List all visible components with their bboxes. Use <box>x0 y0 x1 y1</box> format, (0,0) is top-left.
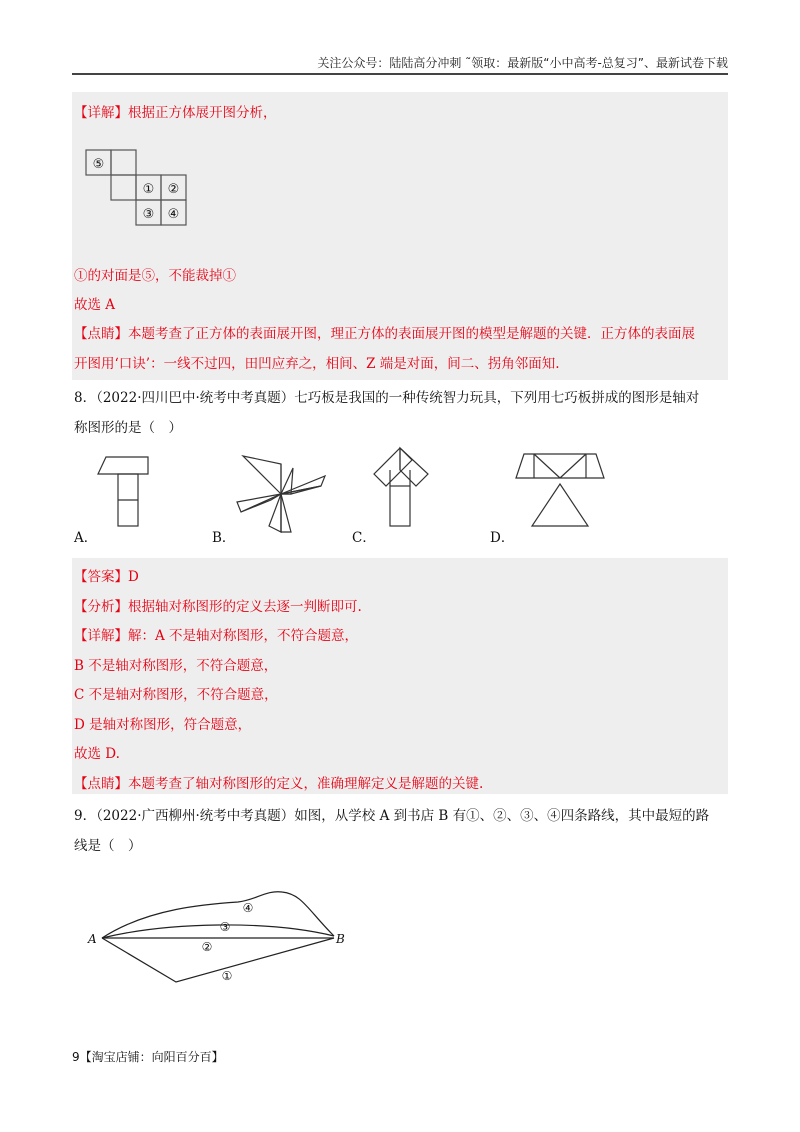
route-3-path <box>102 925 334 938</box>
routes-figure <box>88 880 358 990</box>
q7-line1: ①的对面是⑤，不能裁掉① <box>74 268 236 284</box>
detail-label: 【详解】 <box>74 105 128 121</box>
detail-text: 解：A 不是轴对称图形，不符合题意， <box>128 628 359 644</box>
comment-label: 【点睛】 <box>74 326 128 342</box>
option-a-figure <box>98 456 158 530</box>
answer-label: 【答案】 <box>74 569 128 585</box>
q7-comment-line2: 开图用‘口诀’：一线不过四，田凹应弃之，相间、Z 端是对面，间二、拐角邻面知. <box>74 356 560 372</box>
option-d-figure <box>514 452 606 532</box>
route-1-label: ① <box>221 969 233 983</box>
q8-detail-line4: D 是轴对称图形，符合题意， <box>74 717 252 733</box>
option-c-figure <box>372 446 432 530</box>
q8-comment-line <box>74 772 483 792</box>
comment-text: 本题考查了轴对称图形的定义，准确理解定义是解题的关键. <box>128 776 484 792</box>
detail-text: 根据正方体展开图分析， <box>128 105 277 121</box>
tangram-piece <box>516 454 604 478</box>
page-footer: 9【淘宝店铺：向阳百分百】 <box>72 1050 224 1064</box>
tangram-edge <box>534 454 560 478</box>
tangram-piece <box>532 484 588 526</box>
route-3-label: ③ <box>219 920 231 934</box>
q7-comment-line1 <box>74 322 695 342</box>
point-a-label: A <box>88 932 97 946</box>
point-b-label: B <box>336 932 345 946</box>
q9-stem-line2: 线是（ ） <box>74 838 142 854</box>
q8-detail-line <box>74 624 358 644</box>
q8-solution-block <box>72 558 728 794</box>
tangram-edge <box>560 454 586 478</box>
cube-net-figure <box>86 150 196 235</box>
net-cell <box>111 175 136 200</box>
net-label-2: ② <box>167 182 180 197</box>
q7-detail-line <box>74 101 277 121</box>
option-d-label: D． <box>490 530 515 546</box>
detail-label: 【详解】 <box>74 628 128 644</box>
q8-detail-line5: 故选 D. <box>74 746 120 762</box>
option-b-figure <box>233 454 329 534</box>
q8-detail-line3: C 不是轴对称图形，不符合题意， <box>74 687 278 703</box>
q8-answer-line <box>74 565 139 585</box>
option-b-label: B． <box>212 530 236 546</box>
comment-text: 本题考查了正方体的表面展开图，理正方体的表面展开图的模型是解题的关键．正方体的表面展 <box>128 326 695 342</box>
net-label-1: ① <box>142 182 155 197</box>
option-a-label: A． <box>74 530 98 546</box>
analysis-label: 【分析】 <box>74 599 128 615</box>
net-label-3: ③ <box>142 207 155 222</box>
q8-stem-line2: 称图形的是（ ） <box>74 420 182 436</box>
net-cell <box>111 150 136 175</box>
tangram-piece <box>243 456 281 494</box>
option-c-label: C． <box>352 530 376 546</box>
q8-detail-line2: B 不是轴对称图形，不符合题意， <box>74 658 278 674</box>
tangram-piece <box>281 486 321 494</box>
q8-analysis-line <box>74 595 362 615</box>
net-label-5: ⑤ <box>92 157 105 172</box>
header-rule <box>72 73 728 75</box>
tangram-piece <box>98 457 148 474</box>
tangram-piece <box>390 486 410 526</box>
q9-stem-line1: 9．（2022·广西柳州·统考中考真题）如图，从学校 A 到书店 B 有①、②、③、④四条路线，其中最短的路 <box>74 808 710 824</box>
answer-value: D <box>128 569 139 585</box>
q7-line2: 故选 A <box>74 297 116 313</box>
route-4-label: ④ <box>242 901 254 915</box>
net-label-4: ④ <box>167 207 180 222</box>
tangram-piece <box>281 494 291 532</box>
route-2-label: ② <box>201 940 213 954</box>
page-header: 关注公众号：陆陆高分冲刺 ˜领取：最新版“小中高考-总复习”、最新试卷下载 <box>317 56 728 70</box>
route-1-path <box>102 938 334 982</box>
q8-stem-line1: 8．（2022·四川巴中·统考中考真题）七巧板是我国的一种传统智力玩具，下列用七巧板拼成的图形是轴对 <box>74 390 700 406</box>
comment-label: 【点睛】 <box>74 776 128 792</box>
analysis-text: 根据轴对称图形的定义去逐一判断即可. <box>128 599 362 615</box>
